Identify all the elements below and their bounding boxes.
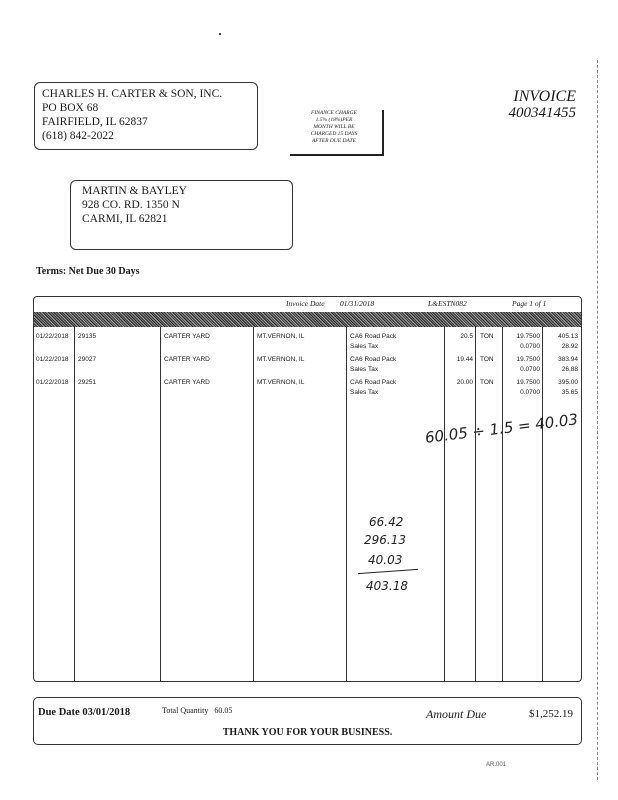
row-ticket: 29251 <box>78 379 97 386</box>
stamp-line: FINANCE CHARGE <box>311 110 357 116</box>
sender-address-box <box>34 82 258 150</box>
customer-line: MARTIN & BAYLEY <box>82 185 187 197</box>
handwritten-sum-line: 40.03 <box>368 553 403 567</box>
row-location: MT.VERNON, IL <box>257 333 305 340</box>
line-items-table <box>33 296 582 682</box>
column-divider <box>74 327 75 681</box>
total-quantity-label: Total Quantity <box>162 706 209 715</box>
row-yard: CARTER YARD <box>164 356 210 363</box>
column-divider <box>160 327 161 681</box>
amount-due-label: Amount Due <box>426 707 487 721</box>
column-divider <box>346 327 347 681</box>
customer-line: CARMI, IL 62821 <box>82 213 168 225</box>
row-price: 19.7500 <box>516 379 540 386</box>
handwritten-sum-line: 296.13 <box>364 533 406 547</box>
row-description: CA6 Road Pack <box>350 333 397 340</box>
due-date: Due Date 03/01/2018 <box>38 707 131 718</box>
handwritten-sum-line: 66.42 <box>369 515 404 529</box>
sender-line: FAIRFIELD, IL 62837 <box>42 116 148 128</box>
row-quantity: 20.5 <box>460 333 473 340</box>
finance-charge-stamp <box>290 110 384 156</box>
total-quantity-value: 60.05 <box>214 706 233 715</box>
stamp-line: CHARGED 15 DAYS <box>310 131 358 137</box>
customer-address-box <box>70 180 293 250</box>
row-amount: 383.94 <box>558 356 578 363</box>
invoice-date-label: Invoice Date <box>286 299 325 308</box>
stamp-line: MONTH WILL BE <box>313 124 355 130</box>
row-unit: TON <box>480 379 494 386</box>
row-unit: TON <box>480 333 494 340</box>
row-tax-description: Sales Tax <box>350 366 379 373</box>
row-quantity: 19.44 <box>456 356 473 363</box>
row-yard: CARTER YARD <box>164 379 210 386</box>
row-tax-amount: 28.92 <box>561 343 578 350</box>
column-divider <box>253 327 254 681</box>
row-yard: CARTER YARD <box>164 333 210 340</box>
scan-speck <box>219 33 221 35</box>
row-amount: 395.00 <box>558 379 578 386</box>
page-indicator: Page 1 of 1 <box>512 299 547 308</box>
thank-you-message: THANK YOU FOR YOUR BUSINESS. <box>222 727 393 738</box>
handwritten-sum-underline <box>358 569 418 574</box>
handwritten-sum-total: 403.18 <box>366 579 408 593</box>
handwritten-calculation: 60.05 ÷ 1.5 = 40.03 <box>424 410 579 447</box>
row-ticket: 29027 <box>78 356 97 363</box>
row-date: 01/22/2018 <box>36 356 69 363</box>
stamp-line: AFTER DUE DATE <box>311 138 357 144</box>
page-code: AR.001 <box>486 762 507 768</box>
stamp-line: 1.5% (18%)PER <box>315 117 353 123</box>
sender-line: (618) 842-2022 <box>42 130 114 142</box>
invoice-number: 400341455 <box>508 105 576 121</box>
row-location: MT.VERNON, IL <box>257 356 305 363</box>
row-tax-amount: 26.88 <box>561 366 578 373</box>
row-date: 01/22/2018 <box>36 333 69 340</box>
row-tax-description: Sales Tax <box>350 343 379 350</box>
invoice-title: INVOICE <box>513 88 576 105</box>
row-unit: TON <box>480 356 494 363</box>
row-ticket: 29135 <box>78 333 97 340</box>
row-tax-rate: 0.0700 <box>520 343 540 350</box>
row-quantity: 20.00 <box>456 379 473 386</box>
row-description: CA6 Road Pack <box>350 356 397 363</box>
row-price: 19.7500 <box>516 333 540 340</box>
sender-line: PO BOX 68 <box>42 102 99 114</box>
amount-due-value: $1,252.19 <box>529 708 573 720</box>
column-divider <box>475 327 476 681</box>
row-description: CA6 Road Pack <box>350 379 397 386</box>
customer-line: 928 CO. RD. 1350 N <box>82 199 180 211</box>
row-tax-rate: 0.0700 <box>520 389 540 396</box>
row-price: 19.7500 <box>516 356 540 363</box>
row-tax-rate: 0.0700 <box>520 366 540 373</box>
sender-line: CHARLES H. CARTER & SON, INC. <box>42 88 223 100</box>
invoice-date: 01/31/2018 <box>340 299 375 308</box>
row-location: MT.VERNON, IL <box>257 379 305 386</box>
customer-code: L&ESTN082 <box>428 299 467 308</box>
scan-edge-line <box>597 60 598 780</box>
total-quantity <box>162 706 232 715</box>
row-amount: 405.13 <box>558 333 578 340</box>
payment-terms: Terms: Net Due 30 Days <box>36 266 140 277</box>
row-date: 01/22/2018 <box>36 379 69 386</box>
row-tax-description: Sales Tax <box>350 389 379 396</box>
invoice-footer <box>33 697 582 745</box>
column-header-band <box>34 312 581 327</box>
row-tax-amount: 35.65 <box>561 389 578 396</box>
